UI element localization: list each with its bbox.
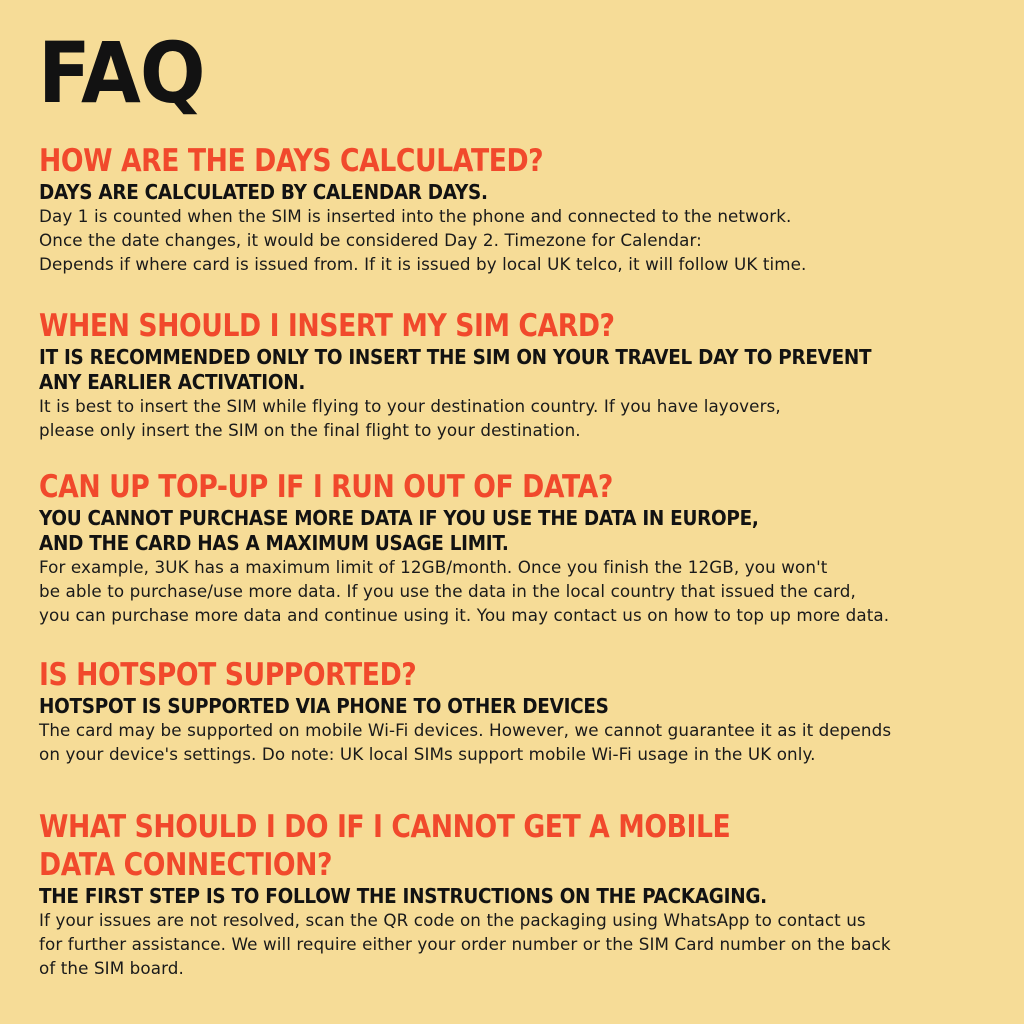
faq-answer-body-line: Depends if where card is issued from. If it is issued by local UK telco, it will follow UK time. bbox=[39, 255, 807, 275]
faq-item-top-up bbox=[39, 468, 999, 628]
faq-item-no-mobile-data bbox=[39, 808, 999, 981]
faq-answer-lead bbox=[39, 506, 941, 556]
faq-answer-body bbox=[39, 556, 985, 628]
faq-answer-body-line: for further assistance. We will require either your order number or the SIM Card number on the back bbox=[39, 935, 891, 955]
faq-answer-lead-line: AND THE CARD HAS A MAXIMUM USAGE LIMIT. bbox=[39, 531, 509, 555]
faq-answer-lead-line: IT IS RECOMMENDED ONLY TO INSERT THE SIM ON YOUR TRAVEL DAY TO PREVENT bbox=[39, 345, 872, 369]
faq-answer-lead bbox=[39, 180, 941, 205]
faq-item-hotspot bbox=[39, 656, 999, 767]
page-title: FAQ bbox=[38, 24, 205, 122]
faq-answer-body-line: The card may be supported on mobile Wi-Fi devices. However, we cannot guarantee it as it depends bbox=[39, 721, 892, 741]
faq-answer-lead bbox=[39, 884, 941, 909]
faq-question: HOW ARE THE DAYS CALCULATED? bbox=[39, 143, 544, 179]
faq-answer-lead-line: ANY EARLIER ACTIVATION. bbox=[39, 370, 306, 394]
faq-answer-body-line: you can purchase more data and continue using it. You may contact us on how to top up more data. bbox=[39, 606, 890, 626]
faq-answer-body-line: If your issues are not resolved, scan the QR code on the packaging using WhatsApp to contact us bbox=[39, 911, 866, 931]
faq-answer-lead bbox=[39, 345, 941, 395]
faq-answer-body-line: of the SIM board. bbox=[39, 959, 184, 979]
faq-item-days-calculated bbox=[39, 142, 999, 277]
faq-answer-body bbox=[39, 205, 985, 277]
faq-answer-body bbox=[39, 719, 985, 767]
faq-answer-lead-line: YOU CANNOT PURCHASE MORE DATA IF YOU USE THE DATA IN EUROPE, bbox=[39, 506, 759, 530]
faq-answer-body-line: For example, 3UK has a maximum limit of 12GB/month. Once you finish the 12GB, you won't bbox=[39, 558, 828, 578]
faq-answer-lead-line: DAYS ARE CALCULATED BY CALENDAR DAYS. bbox=[39, 180, 488, 204]
faq-answer-body bbox=[39, 909, 985, 981]
faq-answer-lead-line: THE FIRST STEP IS TO FOLLOW THE INSTRUCTIONS ON THE PACKAGING. bbox=[39, 884, 767, 908]
faq-answer-body-line: please only insert the SIM on the final flight to your destination. bbox=[39, 421, 581, 441]
faq-answer-body-line: on your device's settings. Do note: UK local SIMs support mobile Wi-Fi usage in the UK only. bbox=[39, 745, 816, 765]
faq-question: WHEN SHOULD I INSERT MY SIM CARD? bbox=[39, 308, 615, 344]
faq-item-insert-sim bbox=[39, 307, 999, 443]
faq-question: IS HOTSPOT SUPPORTED? bbox=[39, 657, 417, 693]
faq-question: WHAT SHOULD I DO IF I CANNOT GET A MOBILE DATA CONNECTION? bbox=[39, 809, 731, 883]
faq-answer-body bbox=[39, 395, 985, 443]
faq-answer-body-line: Once the date changes, it would be considered Day 2. Timezone for Calendar: bbox=[39, 231, 702, 251]
faq-answer-body-line: It is best to insert the SIM while flying to your destination country. If you have layovers, bbox=[39, 397, 781, 417]
faq-answer-body-line: Day 1 is counted when the SIM is inserted into the phone and connected to the network. bbox=[39, 207, 792, 227]
faq-answer-lead-line: HOTSPOT IS SUPPORTED VIA PHONE TO OTHER DEVICES bbox=[39, 694, 609, 718]
faq-answer-body-line: be able to purchase/use more data. If you use the data in the local country that issued the card, bbox=[39, 582, 856, 602]
faq-question: CAN UP TOP-UP IF I RUN OUT OF DATA? bbox=[39, 469, 613, 505]
faq-answer-lead bbox=[39, 694, 941, 719]
